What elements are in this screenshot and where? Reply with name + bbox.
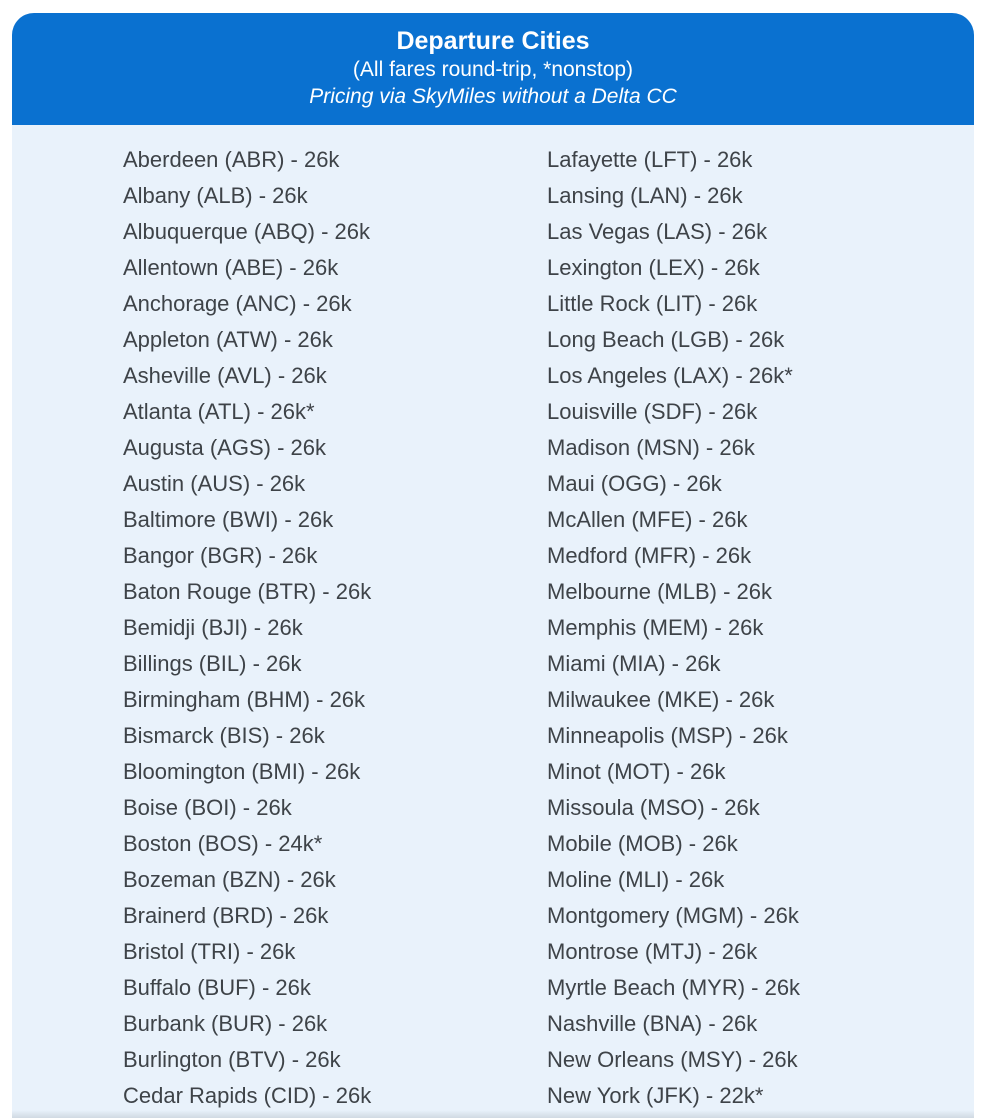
- list-item: Mobile (MOB) - 26k: [547, 831, 738, 856]
- list-item: Buffalo (BUF) - 26k: [123, 975, 311, 1000]
- list-item: Miami (MIA) - 26k: [547, 651, 721, 676]
- list-item: McAllen (MFE) - 26k: [547, 507, 748, 532]
- list-item: Moline (MLI) - 26k: [547, 867, 725, 892]
- list-item: Bangor (BGR) - 26k: [123, 543, 318, 568]
- list-item: Lafayette (LFT) - 26k: [547, 147, 753, 172]
- list-item: Minot (MOT) - 26k: [547, 759, 726, 784]
- list-item: Allentown (ABE) - 26k: [123, 255, 339, 280]
- list-item: Baltimore (BWI) - 26k: [123, 507, 334, 532]
- city-list-right: [547, 142, 974, 1114]
- departure-cities-card: [12, 13, 974, 1118]
- list-item: Albany (ALB) - 26k: [123, 183, 308, 208]
- list-item: Baton Rouge (BTR) - 26k: [123, 579, 372, 604]
- list-item: Austin (AUS) - 26k: [123, 471, 306, 496]
- list-item: Melbourne (MLB) - 26k: [547, 579, 772, 604]
- list-item: Myrtle Beach (MYR) - 26k: [547, 975, 801, 1000]
- list-item: Bloomington (BMI) - 26k: [123, 759, 361, 784]
- list-item: Billings (BIL) - 26k: [123, 651, 302, 676]
- city-columns: [123, 142, 974, 1114]
- list-item: Los Angeles (LAX) - 26k*: [547, 363, 793, 388]
- list-item: Montgomery (MGM) - 26k: [547, 903, 799, 928]
- list-item: Memphis (MEM) - 26k: [547, 615, 764, 640]
- list-item: Louisville (SDF) - 26k: [547, 399, 758, 424]
- list-item: Cedar Rapids (CID) - 26k: [123, 1083, 372, 1108]
- card-subtitle: (All fares round-trip, *nonstop): [352, 58, 634, 81]
- list-item: Appleton (ATW) - 26k: [123, 327, 333, 352]
- list-item: Long Beach (LGB) - 26k: [547, 327, 785, 352]
- list-item: Burbank (BUR) - 26k: [123, 1011, 328, 1036]
- card-header: [12, 13, 974, 125]
- list-item: Burlington (BTV) - 26k: [123, 1047, 341, 1072]
- list-item: Nashville (BNA) - 26k: [547, 1011, 758, 1036]
- list-item: Bozeman (BZN) - 26k: [123, 867, 336, 892]
- list-item: Albuquerque (ABQ) - 26k: [123, 219, 371, 244]
- city-list-left: [123, 142, 547, 1114]
- list-item: Lansing (LAN) - 26k: [547, 183, 743, 208]
- list-item: Minneapolis (MSP) - 26k: [547, 723, 788, 748]
- list-item: Bristol (TRI) - 26k: [123, 939, 296, 964]
- list-item: Medford (MFR) - 26k: [547, 543, 752, 568]
- list-item: Boston (BOS) - 24k*: [123, 831, 323, 856]
- list-item: Brainerd (BRD) - 26k: [123, 903, 329, 928]
- list-item: Little Rock (LIT) - 26k: [547, 291, 758, 316]
- card-body: [12, 125, 974, 1118]
- list-item: Bismarck (BIS) - 26k: [123, 723, 325, 748]
- list-item: Missoula (MSO) - 26k: [547, 795, 760, 820]
- list-item: Bemidji (BJI) - 26k: [123, 615, 303, 640]
- card-title: Departure Cities: [396, 27, 590, 55]
- list-item: Anchorage (ANC) - 26k: [123, 291, 352, 316]
- list-item: Lexington (LEX) - 26k: [547, 255, 760, 280]
- list-item: New Orleans (MSY) - 26k: [547, 1047, 798, 1072]
- list-item: Asheville (AVL) - 26k: [123, 363, 327, 388]
- list-item: Maui (OGG) - 26k: [547, 471, 722, 496]
- list-item: Atlanta (ATL) - 26k*: [123, 399, 315, 424]
- list-item: Aberdeen (ABR) - 26k: [123, 147, 340, 172]
- list-item: Augusta (AGS) - 26k: [123, 435, 326, 460]
- list-item: Milwaukee (MKE) - 26k: [547, 687, 775, 712]
- list-item: Las Vegas (LAS) - 26k: [547, 219, 768, 244]
- list-item: New York (JFK) - 22k*: [547, 1083, 764, 1108]
- list-item: Boise (BOI) - 26k: [123, 795, 292, 820]
- list-item: Birmingham (BHM) - 26k: [123, 687, 366, 712]
- pricing-note: Pricing via SkyMiles without a Delta CC: [309, 85, 677, 108]
- list-item: Madison (MSN) - 26k: [547, 435, 755, 460]
- list-item: Montrose (MTJ) - 26k: [547, 939, 758, 964]
